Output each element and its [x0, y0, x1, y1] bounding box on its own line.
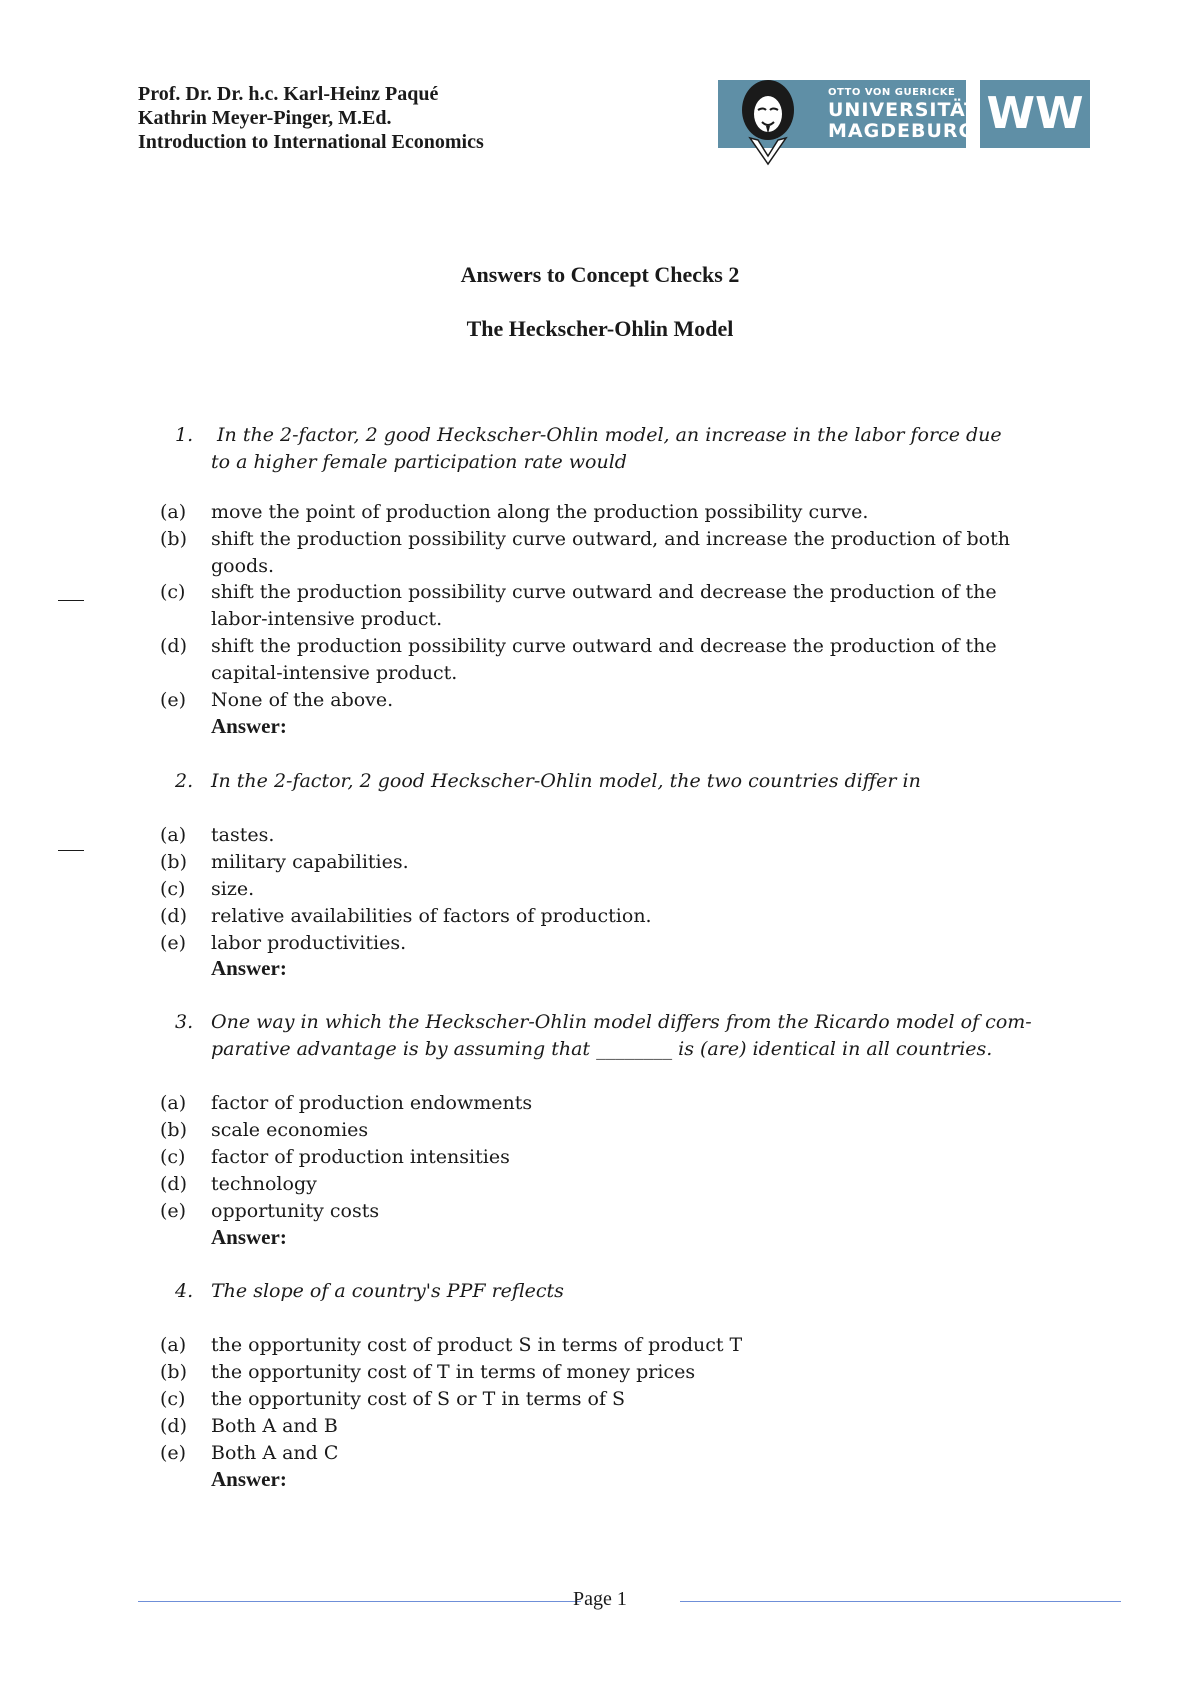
- option-text: move the point of production along the production possibility curve.: [211, 501, 869, 523]
- option-text-line: shift the production possibility curve outward and decrease the production of the: [211, 635, 997, 657]
- page-subtitle: The Heckscher-Ohlin Model: [466, 316, 734, 341]
- option-text: labor productivities.: [211, 932, 407, 954]
- option-label: (c): [160, 581, 186, 603]
- option-text: relative availabilities of factors of production.: [211, 905, 652, 927]
- option-label: (c): [160, 1146, 186, 1168]
- question-text: [211, 1009, 1071, 1063]
- question-number: 4.: [175, 1280, 194, 1302]
- question-text-line: to a higher female participation rate would: [211, 451, 627, 473]
- university-name-small: OTTO VON GUERICKE: [828, 87, 956, 98]
- option-text-line: goods.: [211, 555, 274, 577]
- header-course: Introduction to International Economics: [138, 131, 484, 153]
- option-label: (e): [160, 1442, 187, 1464]
- option-text: scale economies: [211, 1119, 369, 1141]
- option-text: [211, 526, 1071, 580]
- option-text: the opportunity cost of product S in terms of product T: [211, 1334, 743, 1356]
- question-text-line: One way in which the Heckscher-Ohlin model differs from the Ricardo model of com-: [211, 1011, 1032, 1033]
- option-text: factor of production endowments: [211, 1092, 533, 1114]
- option-text: tastes.: [211, 824, 275, 846]
- option-label: (d): [160, 1173, 187, 1195]
- question-number: 1.: [175, 424, 194, 446]
- question-number: 3.: [175, 1011, 194, 1033]
- page-title: Answers to Concept Checks 2: [460, 262, 740, 287]
- option-label: (e): [160, 689, 187, 711]
- option-label: (a): [160, 501, 187, 523]
- option-text: [211, 633, 1071, 687]
- answer-label: Answer:: [211, 1467, 287, 1491]
- option-text-line: capital-intensive product.: [211, 662, 458, 684]
- question-text-line: parative advantage is by assuming that ________ is (are) identical in all countries.: [211, 1038, 993, 1060]
- option-label: (d): [160, 905, 187, 927]
- question-text: [211, 422, 1071, 476]
- option-text-line: labor-intensive product.: [211, 608, 443, 630]
- margin-mark: [58, 600, 84, 601]
- option-label: (b): [160, 851, 187, 873]
- header-block: [138, 82, 484, 154]
- option-text: technology: [211, 1173, 317, 1195]
- option-label: (c): [160, 1388, 186, 1410]
- question-text: The slope of a country's PPF reflects: [211, 1280, 564, 1302]
- option-label: (a): [160, 1334, 187, 1356]
- question-text-line: In the 2-factor, 2 good Heckscher-Ohlin model, an increase in the labor force due: [211, 424, 1002, 446]
- margin-mark: [58, 850, 84, 851]
- option-label: (a): [160, 824, 187, 846]
- university-name-line1: UNIVERSITÄT: [828, 99, 979, 121]
- option-text: size.: [211, 878, 255, 900]
- option-label: (e): [160, 932, 187, 954]
- option-text: the opportunity cost of S or T in terms of S: [211, 1388, 626, 1410]
- answer-label: Answer:: [211, 956, 287, 980]
- option-text: Both A and C: [211, 1442, 339, 1464]
- option-text: the opportunity cost of T in terms of money prices: [211, 1361, 696, 1383]
- option-text: [211, 579, 1071, 633]
- option-label: (a): [160, 1092, 187, 1114]
- header-assistant: Kathrin Meyer-Pinger, M.Ed.: [138, 107, 392, 129]
- option-label: (d): [160, 1415, 187, 1437]
- option-text: opportunity costs: [211, 1200, 380, 1222]
- university-name-line2: MAGDEBURG: [828, 120, 976, 142]
- option-text: military capabilities.: [211, 851, 409, 873]
- option-text-line: shift the production possibility curve outward, and increase the production of both: [211, 528, 1010, 550]
- university-name: [828, 86, 978, 142]
- question-text: In the 2-factor, 2 good Heckscher-Ohlin model, the two countries differ in: [211, 770, 921, 792]
- option-label: (b): [160, 1361, 187, 1383]
- university-logo: [718, 80, 979, 148]
- header-professor: Prof. Dr. Dr. h.c. Karl-Heinz Paqué: [138, 83, 439, 105]
- option-label: (b): [160, 528, 187, 550]
- option-text: Both A and B: [211, 1415, 338, 1437]
- guericke-portrait-icon: [732, 76, 804, 166]
- faculty-logo: WW: [980, 80, 1090, 148]
- option-label: (b): [160, 1119, 187, 1141]
- page-number: Page 1: [573, 1588, 627, 1610]
- option-label: (c): [160, 878, 186, 900]
- question-number: 2.: [175, 770, 194, 792]
- option-label: (d): [160, 635, 187, 657]
- option-text: None of the above.: [211, 689, 394, 711]
- answer-label: Answer:: [211, 1225, 287, 1249]
- option-text-line: shift the production possibility curve outward and decrease the production of the: [211, 581, 997, 603]
- option-label: (e): [160, 1200, 187, 1222]
- option-text: factor of production intensities: [211, 1146, 510, 1168]
- answer-label: Answer:: [211, 714, 287, 738]
